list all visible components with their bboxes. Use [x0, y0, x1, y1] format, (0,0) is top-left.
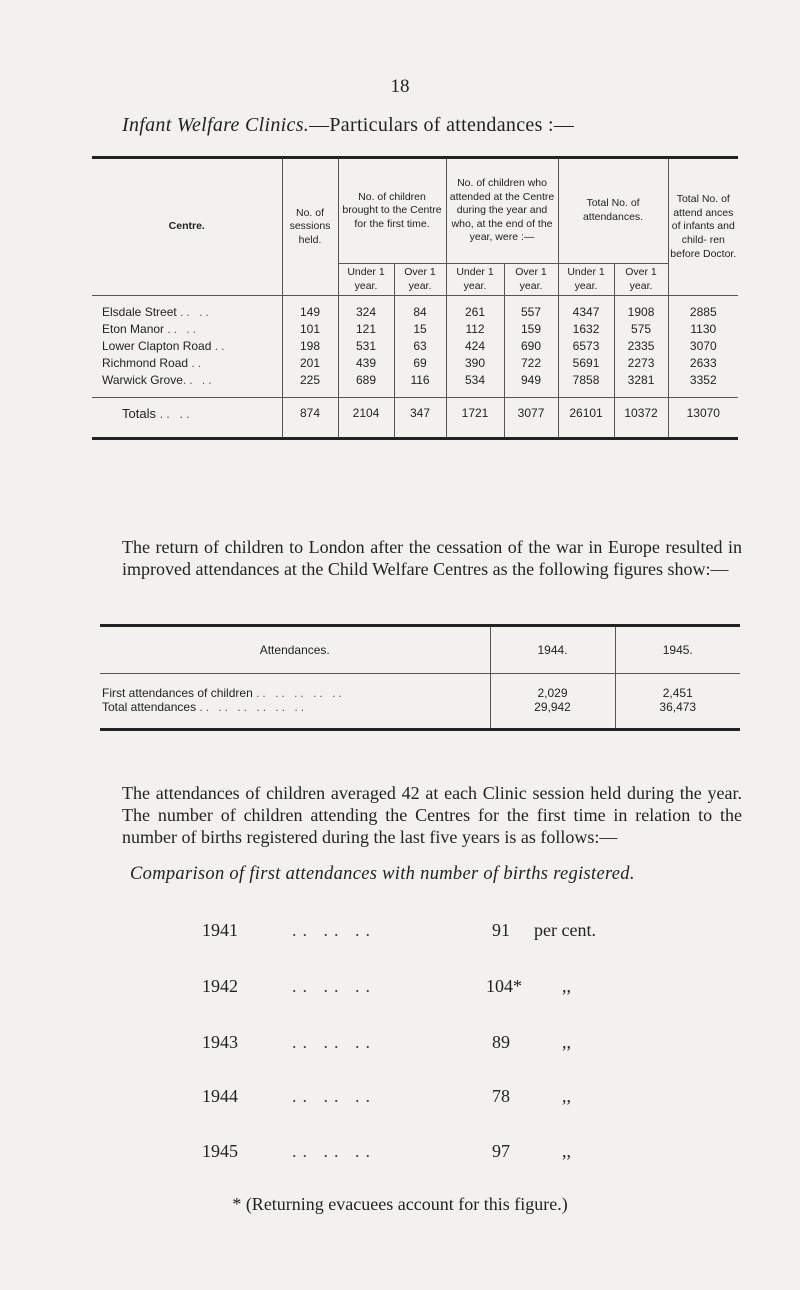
cell-ft-over: 116 — [394, 372, 446, 389]
cell-tot-over: 2273 — [614, 355, 668, 372]
cell-at-over: 949 — [504, 372, 558, 389]
cell-at-over: 690 — [504, 338, 558, 355]
cell-at-under: 424 — [446, 338, 504, 355]
total-tot-over: 10372 — [614, 398, 668, 439]
total-at-under: 1721 — [446, 398, 504, 439]
total-sessions: 874 — [282, 398, 338, 439]
table-row — [92, 321, 738, 338]
comparison-caption: Comparison of first attendances with number of births registered. — [130, 864, 635, 884]
cell-ft-under: 121 — [338, 321, 394, 338]
unit: ,, — [562, 1032, 571, 1052]
row-label: First attendances of children .. .. .. .. .. — [102, 686, 345, 700]
cell-ft-over: 69 — [394, 355, 446, 372]
percentage: 89 — [492, 1032, 510, 1052]
table-row — [92, 355, 738, 372]
header-over-1: Over 1 year. — [614, 264, 668, 296]
cell-1945: 2,451 — [615, 686, 740, 700]
header-1944: 1944. — [490, 626, 615, 674]
percentage: 97 — [492, 1141, 510, 1161]
header-under-1: Under 1 year. — [338, 264, 394, 296]
year: 1943 — [202, 1032, 238, 1052]
cell-sessions: 198 — [282, 338, 338, 355]
cell-at-over: 557 — [504, 304, 558, 321]
cell-ft-over: 63 — [394, 338, 446, 355]
page-number: 18 — [390, 76, 410, 97]
header-attendances: Attendances. — [100, 626, 490, 674]
heading-title: Infant Welfare Clinics. — [122, 114, 310, 136]
unit: ,, — [562, 976, 571, 996]
cell-doctor: 3070 — [668, 338, 738, 355]
total-ft-under: 2104 — [338, 398, 394, 439]
cell-ft-under: 689 — [338, 372, 394, 389]
unit: ,, — [562, 1141, 571, 1161]
percentage: 91 — [492, 920, 510, 940]
cell-tot-over: 3281 — [614, 372, 668, 389]
cell-tot-over: 2335 — [614, 338, 668, 355]
header-over-1: Over 1 year. — [504, 264, 558, 296]
total-ft-over: 347 — [394, 398, 446, 439]
table-row — [100, 700, 740, 714]
cell-at-under: 112 — [446, 321, 504, 338]
heading-subtitle: —Particulars of attendances :— — [309, 114, 575, 136]
year: 1942 — [202, 976, 238, 996]
header-before-doctor: Total No. of attend ances of infants and child- ren before Doctor. — [668, 158, 738, 296]
cell-at-under: 534 — [446, 372, 504, 389]
list-item: 1942 .. .. .. 104* ,, — [202, 976, 571, 996]
cell-1944: 29,942 — [490, 700, 615, 714]
cell-ft-under: 439 — [338, 355, 394, 372]
cell-tot-under: 1632 — [558, 321, 614, 338]
row-label: Total attendances .. .. .. .. .. .. — [102, 700, 308, 714]
cell-sessions: 149 — [282, 304, 338, 321]
cell-1945: 36,473 — [615, 700, 740, 714]
cell-tot-over: 575 — [614, 321, 668, 338]
centre-name: Elsdale Street .. .. — [102, 305, 212, 320]
total-tot-under: 26101 — [558, 398, 614, 439]
list-item: 1943 .. .. .. 89 ,, — [202, 1032, 571, 1052]
centre-name: Richmond Road .. — [102, 356, 205, 371]
header-1945: 1945. — [615, 626, 740, 674]
cell-tot-under: 4347 — [558, 304, 614, 321]
clinic-attendance-table — [92, 156, 738, 440]
total-doctor: 13070 — [668, 398, 738, 439]
centre-name: Warwick Grove.. .. — [102, 373, 215, 388]
table-row — [92, 304, 738, 321]
table-row — [92, 372, 738, 389]
header-sessions: No. of sessions held. — [282, 158, 338, 296]
cell-sessions: 101 — [282, 321, 338, 338]
cell-at-over: 722 — [504, 355, 558, 372]
cell-ft-over: 15 — [394, 321, 446, 338]
list-item: 1941 .. .. .. 91 per cent. — [202, 920, 596, 940]
header-under-1: Under 1 year. — [558, 264, 614, 296]
totals-label: Totals .. .. — [92, 398, 282, 439]
unit: per cent. — [534, 920, 596, 940]
paragraph-war-return: The return of children to London after the cessation of the war in Europe resulted in improved attendances at the Child Welfare Centres as the following figures show:— — [122, 537, 742, 579]
unit: ,, — [562, 1086, 571, 1106]
cell-ft-under: 324 — [338, 304, 394, 321]
table-row — [92, 338, 738, 355]
list-item: 1945 .. .. .. 97 ,, — [202, 1141, 571, 1161]
cell-tot-under: 5691 — [558, 355, 614, 372]
cell-doctor: 2633 — [668, 355, 738, 372]
header-over-1: Over 1 year. — [394, 264, 446, 296]
year: 1944 — [202, 1086, 238, 1106]
cell-ft-under: 531 — [338, 338, 394, 355]
percentage: 78 — [492, 1086, 510, 1106]
totals-row — [92, 398, 738, 439]
list-item: 1944 .. .. .. 78 ,, — [202, 1086, 571, 1106]
cell-sessions: 201 — [282, 355, 338, 372]
percentage: 104* — [486, 976, 522, 996]
attendance-comparison-table — [100, 624, 740, 731]
footnote: * (Returning evacuees account for this figure.) — [232, 1194, 568, 1214]
cell-at-over: 159 — [504, 321, 558, 338]
cell-ft-over: 84 — [394, 304, 446, 321]
section-heading — [122, 114, 574, 137]
year: 1945 — [202, 1141, 238, 1161]
header-attended: No. of children who attended at the Centre during the year and who, at the end of the year, were :— — [446, 158, 558, 264]
cell-doctor: 2885 — [668, 304, 738, 321]
header-centre: Centre. — [92, 158, 282, 296]
cell-1944: 2,029 — [490, 686, 615, 700]
centre-name: Lower Clapton Road .. — [102, 339, 228, 354]
cell-at-under: 261 — [446, 304, 504, 321]
cell-at-under: 390 — [446, 355, 504, 372]
header-total-attendances: Total No. of attendances. — [558, 158, 668, 264]
header-first-time: No. of children brought to the Centre for the first time. — [338, 158, 446, 264]
cell-sessions: 225 — [282, 372, 338, 389]
cell-tot-under: 6573 — [558, 338, 614, 355]
year: 1941 — [202, 920, 238, 940]
paragraph-averages: The attendances of children averaged 42 at each Clinic session held during the year. The number of children attending the Centres for the first time in relation to the number of births registered during the last five years is as follows:— — [122, 783, 742, 847]
cell-doctor: 3352 — [668, 372, 738, 389]
cell-tot-over: 1908 — [614, 304, 668, 321]
cell-doctor: 1130 — [668, 321, 738, 338]
header-under-1: Under 1 year. — [446, 264, 504, 296]
total-at-over: 3077 — [504, 398, 558, 439]
centre-name: Eton Manor .. .. — [102, 322, 200, 337]
cell-tot-under: 7858 — [558, 372, 614, 389]
table-row — [100, 686, 740, 700]
